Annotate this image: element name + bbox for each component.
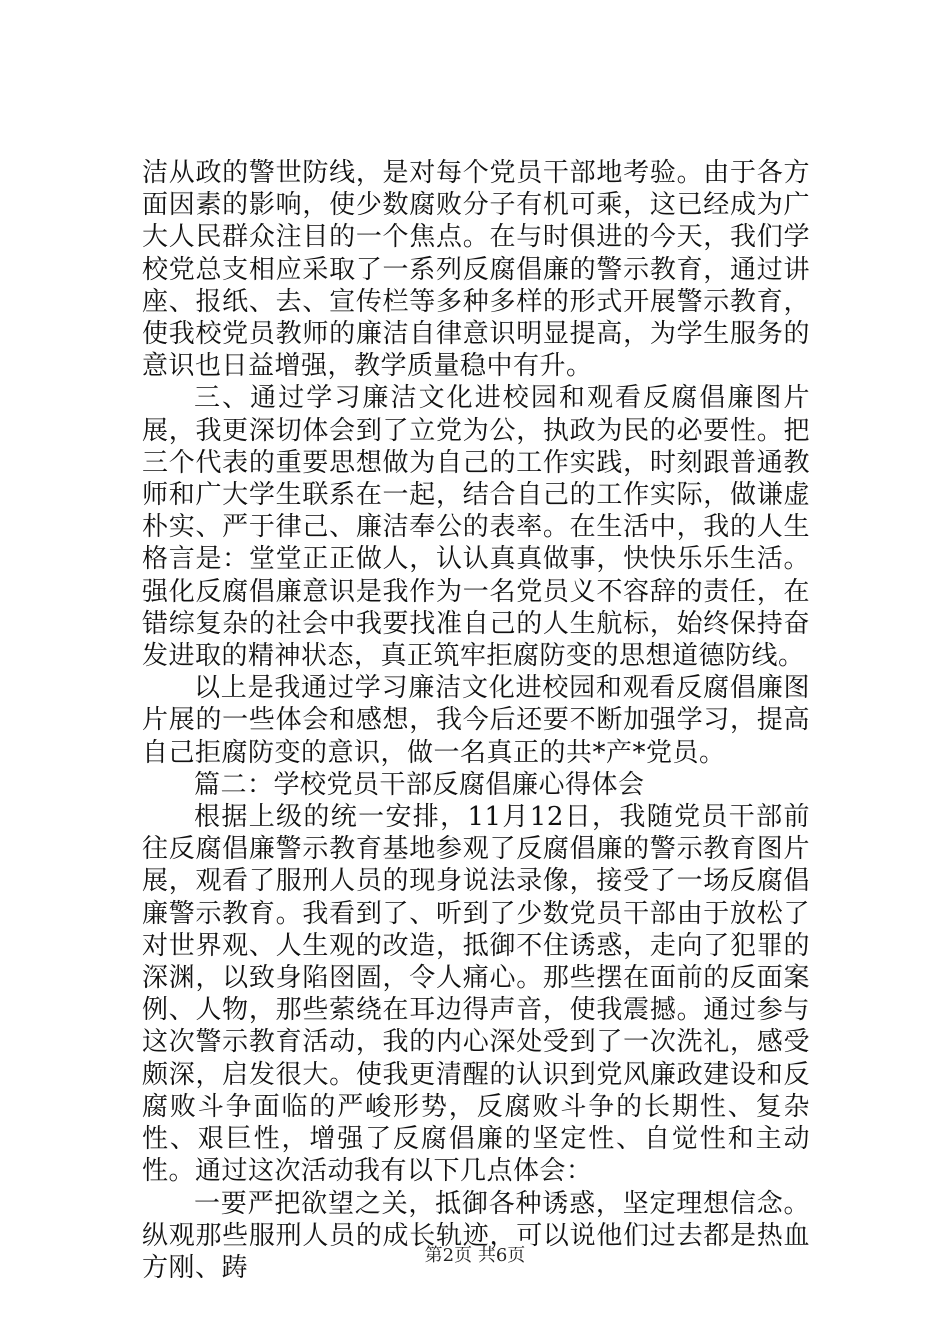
document-body [142, 157, 810, 1284]
paragraph-3: 以上是我通过学习廉洁文化进校园和观看反腐倡廉图片展的一些体会和感想，我今后还要不断加强学习，提高自己拒腐防变的意识，做一名真正的共*产*党员。 [142, 673, 810, 768]
page-footer: 第2页 共6页 [424, 1245, 526, 1266]
paragraph-2: 三、通过学习廉洁文化进校园和观看反腐倡廉图片展，我更深切体会到了立党为公，执政为民的必要性。把三个代表的重要思想做为自己的工作实践，时刻跟普通教师和广大学生联系在一起，结合自己的工作实际，做谦虚朴实、严于律己、廉洁奉公的表率。在生活中，我的人生格言是：堂堂正正做人，认认真真做事，快快乐乐生活。强化反腐倡廉意识是我作为一名党员义不容辞的责任，在错综复杂的社会中我要找准自己的人生航标，始终保持奋发进取的精神状态，真正筑牢拒腐防变的思想道德防线。 [142, 383, 810, 672]
paragraph-5: 一要严把欲望之关，抵御各种诱惑，坚定理想信念。纵观那些服刑人员的成长轨迹，可以说他们过去都是热血方刚、踌 [142, 1188, 810, 1283]
section-heading: 篇二：学校党员干部反腐倡廉心得体会 [194, 769, 645, 800]
paragraph-1: 洁从政的警世防线，是对每个党员干部地考验。由于各方面因素的影响，使少数腐败分子有机可乘，这已经成为广大人民群众注目的一个焦点。在与时俱进的今天，我们学校党总支相应采取了一系列反腐倡廉的警示教育，通过讲座、报纸、去、宣传栏等多种多样的形式开展警示教育，使我校党员教师的廉洁自律意识明显提高，为学生服务的意识也日益增强，教学质量稳中有升。 [142, 158, 810, 382]
paragraph-4: 根据上级的统一安排，11月12日，我随党员干部前往反腐倡廉警示教育基地参观了反腐倡廉的警示教育图片展，观看了服刑人员的现身说法录像，接受了一场反腐倡廉警示教育。我看到了、听到了少数党员干部由于放松了对世界观、人生观的改造，抵御不住诱惑，走向了犯罪的深渊，以致身陷囹圄，令人痛心。那些摆在面前的反面案例、人物，那些萦绕在耳边得声音，使我震撼。通过参与这次警示教育活动，我的内心深处受到了一次洗礼，感受颇深，启发很大。使我更清醒的认识到党风廉政建设和反腐败斗争面临的严峻形势，反腐败斗争的长期性、复杂性、艰巨性，增强了反腐倡廉的坚定性、自觉性和主动性。通过这次活动我有以下几点体会： [142, 802, 810, 1187]
